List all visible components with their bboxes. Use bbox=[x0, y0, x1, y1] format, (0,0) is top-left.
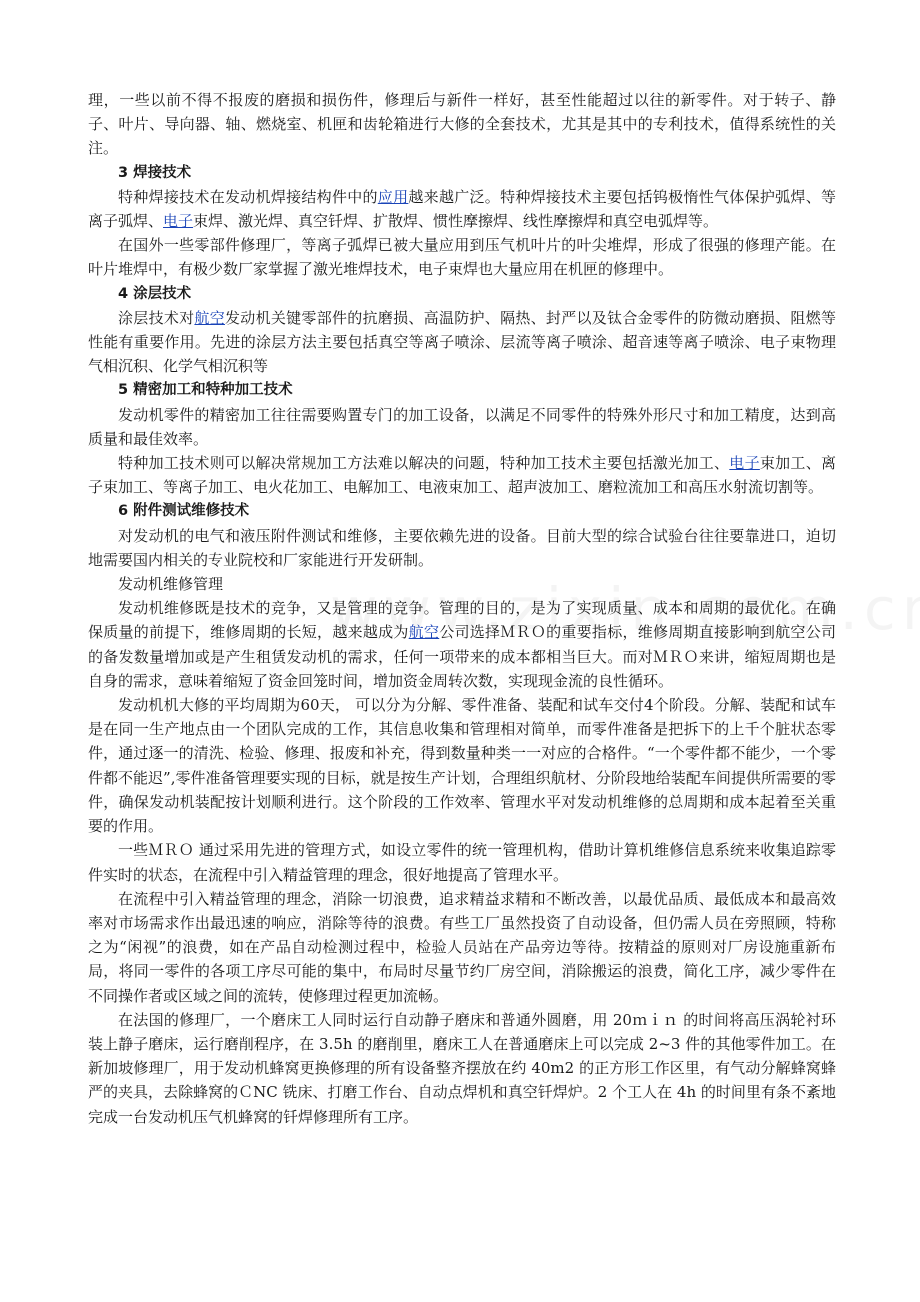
paragraph-welding-2: 在国外一些零部件修理厂，等离子弧焊已被大量应用到压气机叶片的叶尖堆焊，形成了很强的修理产能。在叶片堆焊中，有极少数厂家掌握了激光堆焊技术，电子束焊也大量应用在机匣的修理中。 bbox=[88, 236, 836, 279]
document-body bbox=[88, 88, 836, 1129]
heading-accessory: 6 附件测试维修技术 bbox=[118, 503, 250, 520]
text-span: 特种加工技术则可以解决常规加工方法难以解决的问题，特种加工技术主要包括激光加工、 bbox=[118, 454, 730, 473]
paragraph-management-5: 在法国的修理厂，一个磨床工人同时运行自动静子磨床和普通外圆磨，用 20ｍｉｎ 的时间将高压涡轮衬环装上静子磨床，运行磨削程序，在 3.5h 的磨削里，磨床工人在普通磨床上可以完成 2~3 件的其他零件加工。在新加坡修理厂，用于发动机蜂窝更换修理的所有设备整齐摆放在约 40m2 的正方形工作区里，有气动分解蜂窝蜂严的夹具，去除蜂窝的ＣNC 铣床、打磨工作台、自动点焊机和真空钎焊炉。2 个工人在 4h 的时间里有条不紊地完成一台发动机压气机蜂窝的钎焊修理所有工序。 bbox=[88, 1010, 836, 1126]
paragraph-management-2: 发动机机大修的平均周期为60天， 可以分为分解、零件准备、装配和试车交付4个阶段。分解、装配和试车是在同一生产地点由一个团队完成的工作，其信息收集和管理相对简单，而零件准备是把拆下的上千个脏状态零件，通过逐一的清洗、检验、修理、报废和补充，得到数量种类一一对应的合格件。“一个零件都不能少，一个零件都不能迟”,零件准备管理要实现的目标，就是按生产计划，合理组织航材、分阶段地给装配车间提供所需要的零件，确保发动机装配按计划顺利进行。这个阶段的工作效率、管理水平对发动机维修的总周期和成本起着至关重要的作用。 bbox=[88, 696, 836, 836]
link-aviation[interactable]: 航空 bbox=[194, 308, 225, 327]
link-electronics[interactable]: 电子 bbox=[163, 212, 194, 231]
text-span: 越来越广泛。特种焊接技术主要包括钨极惰性气体保护弧焊、等离子弧焊、 bbox=[88, 187, 836, 231]
text-span: 发动机维修既是技术的竞争，又是管理的竞争。管理的目的，是为了实现质量、成本和周期的最优化。在确保质量的前提下，维修周期的长短，越来越成为 bbox=[88, 599, 836, 642]
paragraph-machining-2 bbox=[88, 451, 836, 499]
paragraph-coating bbox=[88, 306, 836, 379]
text-span: 特种焊接技术在发动机焊接结构件中的 bbox=[118, 187, 378, 206]
paragraph-machining-1: 发动机零件的精密加工往往需要购置专门的加工设备，以满足不同零件的特殊外形尺寸和加工精度，达到高质量和最佳效率。 bbox=[88, 405, 836, 448]
heading-welding: 3 焊接技术 bbox=[118, 164, 192, 181]
paragraph-accessory: 对发动机的电气和液压附件测试和维修，主要依赖先进的设备。目前大型的综合试验台往往要靠进口，迫切地需要国内相关的专业院校和厂家能进行开发研制。 bbox=[88, 526, 836, 569]
paragraph-management-1 bbox=[88, 596, 836, 693]
link-application[interactable]: 应用 bbox=[377, 187, 409, 206]
text-span: 公司选择ＭＲＯ的重要指标，维修周期直接影响到航空公司的备发数量增加或是产生租赁发动机的需求，任何一项带来的成本都相当巨大。而对ＭＲＯ来讲，缩短周期也是自身的需求，意味着缩短了资金回笼时间，增加资金周转次数，实现现金流的良性循环。 bbox=[88, 623, 836, 690]
paragraph-welding-1 bbox=[88, 185, 836, 233]
heading-machining: 5 精密加工和特种加工技术 bbox=[118, 382, 293, 399]
paragraph-management-3: 一些ＭＲＯ 通过采用先进的管理方式，如设立零件的统一管理机构，借助计算机维修信息系统来收集追踪零件实时的状态，在流程中引入精益管理的理念，很好地提高了管理水平。 bbox=[88, 841, 836, 884]
text-span: 束焊、激光焊、真空钎焊、扩散焊、惯性摩擦焊、线性摩擦焊和真空电弧焊等。 bbox=[193, 212, 719, 231]
paragraph-management-4: 在流程中引入精益管理的理念，消除一切浪费，追求精益求精和不断改善，以最优品质、最低成本和最高效率对市场需求作出最迅速的响应，消除等待的浪费。有些工厂虽然投资了自动设备，但仍需人员在旁照顾，特称之为“闲视”的浪费，如在产品自动检测过程中，检验人员站在产品旁边等待。按精益的原则对厂房设施重新布局，将同一零件的各项工序尽可能的集中，布局时尽量节约厂房空间，消除搬运的浪费，简化工序，减少零件在不同操作者或区域之间的流转，使修理过程更加流畅。 bbox=[88, 889, 836, 1005]
text-span: 涂层技术对 bbox=[118, 308, 195, 327]
link-aviation-2[interactable]: 航空 bbox=[408, 623, 440, 642]
subheading-management: 发动机维修管理 bbox=[118, 575, 224, 594]
paragraph-intro: 理，一些以前不得不报废的磨损和损伤件，修理后与新件一样好，甚至性能超过以往的新零件。对于转子、静子、叶片、导向器、轴、燃烧室、机匣和齿轮箱进行大修的全套技术，尤其是其中的专利技术，值得系统性的关注。 bbox=[88, 91, 836, 158]
heading-coating: 4 涂层技术 bbox=[118, 285, 192, 302]
text-span: 束加工、离子束加工、等离子加工、电火花加工、电解加工、电液束加工、超声波加工、磨粒流加工和高压水射流切割等。 bbox=[88, 454, 836, 497]
link-electronics-2[interactable]: 电子 bbox=[729, 454, 760, 473]
text-span: 发动机关键零部件的抗磨损、高温防护、隔热、封严以及钛合金零件的防微动磨损、阻燃等性能有重要作用。先进的涂层方法主要包括真空等离子喷涂、层流等离子喷涂、超音速等离子喷涂、电子束物理气相沉积、化学气相沉积等 bbox=[88, 308, 836, 376]
